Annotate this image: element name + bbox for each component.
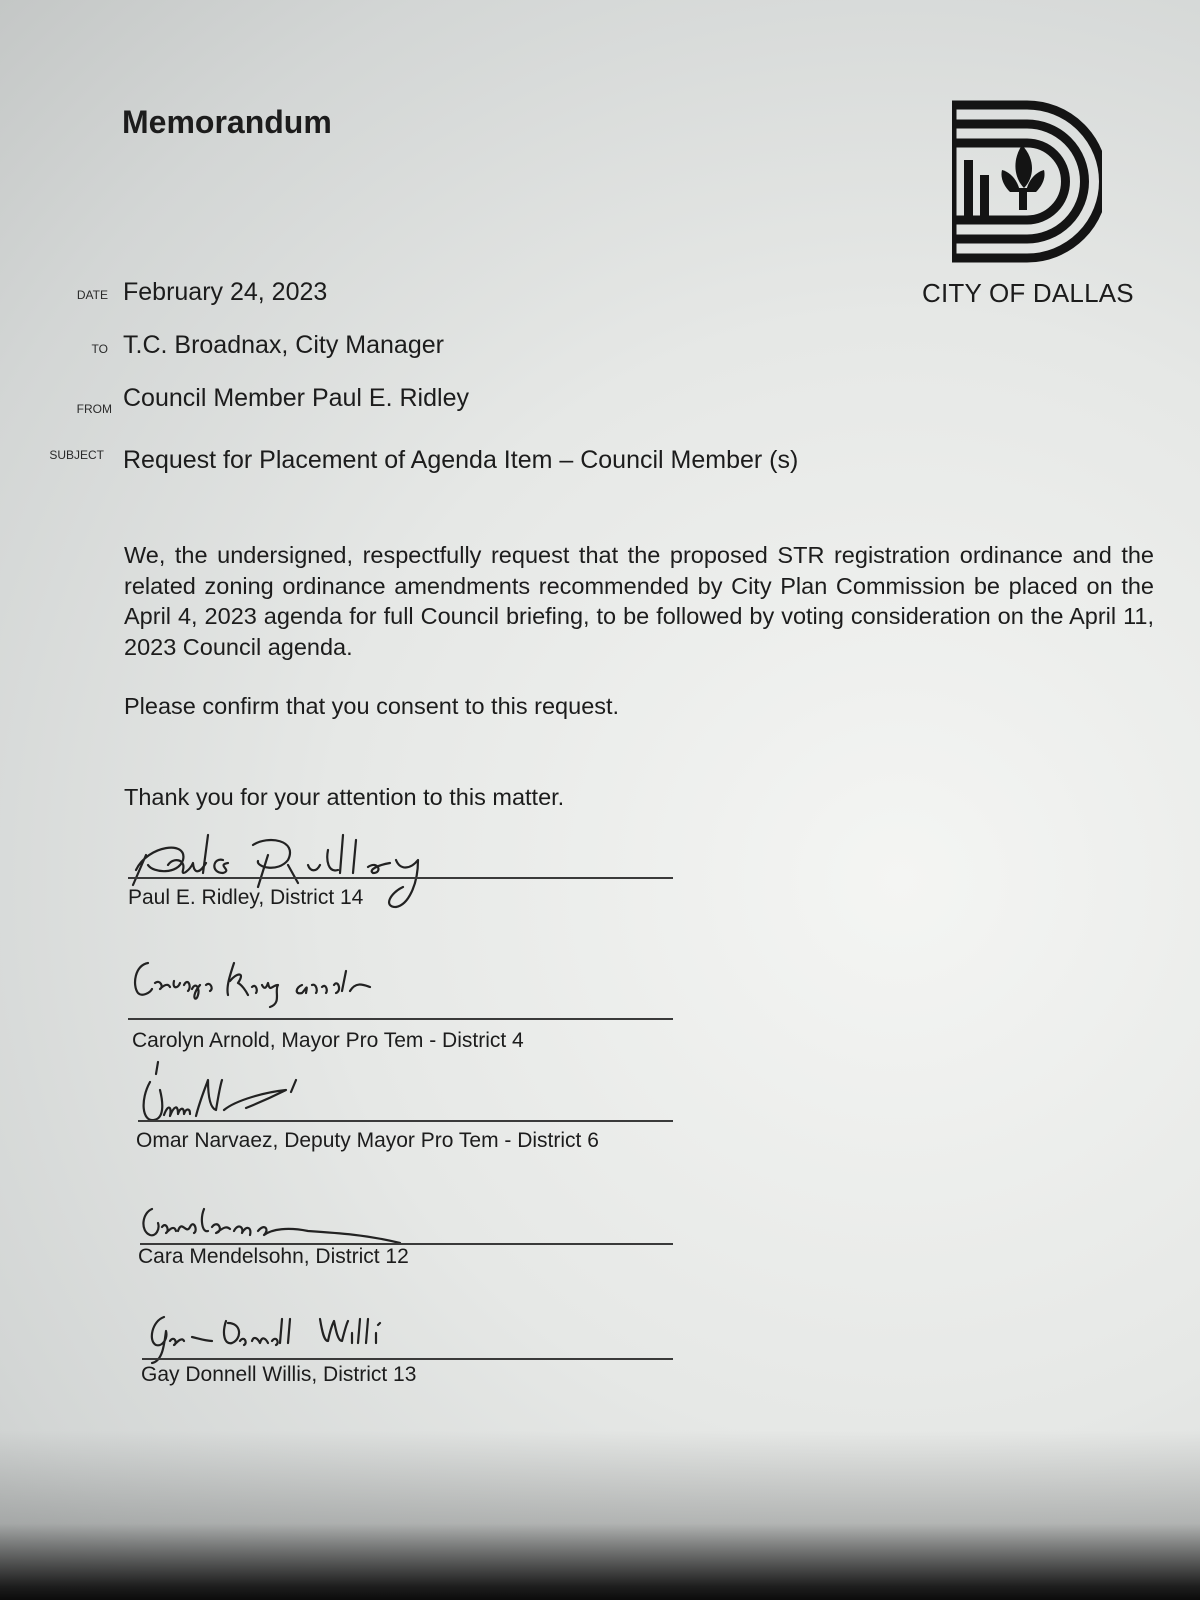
date-value: February 24, 2023 [123,278,328,306]
signature-block [128,1325,673,1420]
photo-bottom-shadow [0,1430,1200,1600]
from-value: Council Member Paul E. Ridley [123,384,469,412]
subject-value: Request for Placement of Agenda Item – Council Member (s) [123,446,799,474]
signature-block [128,825,673,925]
signature-omar-narvaez [136,1060,336,1140]
to-value: T.C. Broadnax, City Manager [123,331,444,359]
signature-gay-donnell-willis [142,1311,442,1371]
signature-line [128,1018,673,1020]
signature-block [128,1215,673,1310]
signature-block [128,1060,673,1170]
subject-label: SUBJECT [49,448,104,462]
body-paragraph: We, the undersigned, respectfully request that the proposed STR registration ordinance and the related zoning ordinance amendments recommended by City Plan Commission be placed on the April 4, 2023 agenda for full Council briefing, to be followed by voting consideration on the April 11, 2023 Council agenda. [124,542,1154,660]
date-label: DATE [76,288,108,302]
signature-carolyn-arnold [130,955,450,1015]
city-name: CITY OF DALLAS [922,278,1134,308]
signatory-name: Cara Mendelsohn, District 12 [138,1245,409,1268]
memo-title: Memorandum [122,104,332,140]
signatory-name: Gay Donnell Willis, District 13 [141,1363,417,1386]
signatory-name: Paul E. Ridley, District 14 [128,886,364,909]
consent-paragraph: Please confirm that you consent to this request. [124,693,620,719]
city-of-dallas-logo-icon [952,100,1102,263]
signature-block [128,965,673,1060]
closing-paragraph: Thank you for your attention to this matter. [124,784,565,810]
signatory-name: Omar Narvaez, Deputy Mayor Pro Tem - District 6 [136,1129,599,1152]
to-label: TO [91,342,108,356]
from-label: FROM [76,402,112,416]
signatory-name: Carolyn Arnold, Mayor Pro Tem - District 4 [132,1029,524,1052]
signature-line [128,877,673,879]
signature-line [142,1358,673,1360]
signature-line [138,1120,673,1122]
